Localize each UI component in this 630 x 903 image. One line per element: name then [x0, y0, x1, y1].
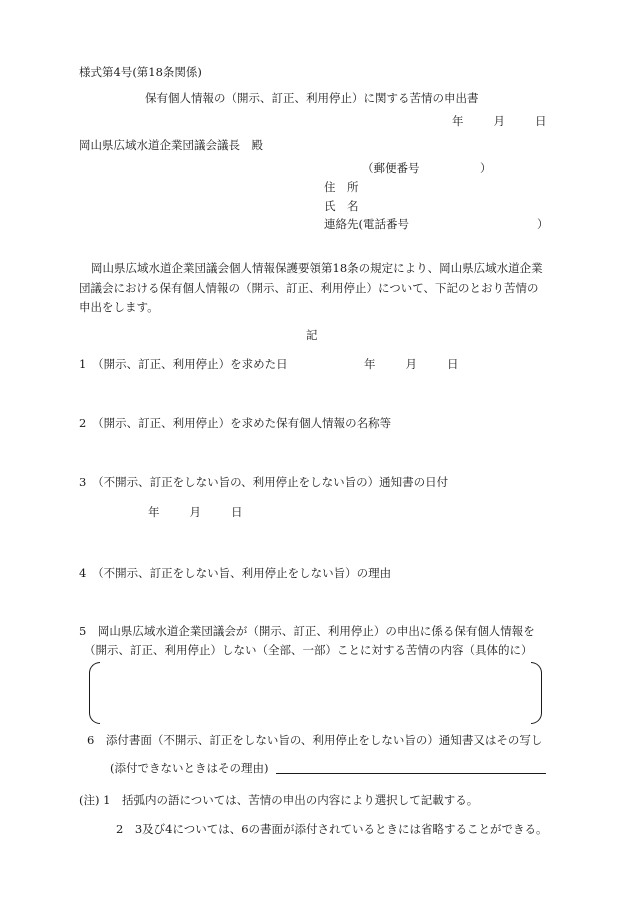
item1-date — [364, 359, 459, 371]
header-month-label: 月 — [493, 114, 505, 128]
document-title: 保有個人情報の（開示、訂正、利用停止）に関する苦情の申出書 — [145, 91, 479, 105]
item1-month-label: 月 — [405, 357, 417, 371]
complaint-bracket-left — [89, 662, 100, 724]
item3-date — [148, 507, 243, 519]
postal-code-label: （郵便番号 — [362, 161, 420, 175]
addressee: 岡山県広域水道企業団議会議長 殿 — [79, 138, 263, 152]
item2-label: 2 （開示、訂正、利用停止）を求めた保有個人情報の名称等 — [79, 416, 392, 430]
item5-line-1: 5 岡山県広域水道企業団議会が（開示、訂正、利用停止）の申出に係る保有個人情報を — [79, 624, 535, 638]
item3-label: 3 （不開示、訂正をしない旨の、利用停止をしない旨の）通知書の日付 — [79, 475, 449, 489]
postal-code-close: ） — [480, 161, 492, 175]
reason-underline — [276, 773, 546, 774]
header-date — [452, 116, 547, 128]
item3-month-label: 月 — [189, 505, 201, 519]
contact-label: 連絡先(電話番号 — [324, 217, 409, 231]
note-2: 2 3及び4については、6の書面が添付されているときには省略することができる。 — [116, 822, 548, 836]
ki-heading: 記 — [306, 328, 318, 342]
complaint-bracket-right — [531, 662, 542, 724]
body-line-1: 岡山県広域水道企業団議会個人情報保護要領第18条の規定により、岡山県広域水道企業 — [91, 261, 543, 275]
item1-day-label: 日 — [447, 357, 459, 371]
address-label: 住 所 — [324, 180, 359, 194]
body-line-3: 申出をします。 — [79, 300, 159, 314]
item3-year-label: 年 — [148, 505, 160, 519]
item1-label: 1 （開示、訂正、利用停止）を求めた日 — [79, 357, 288, 371]
contact-close: ） — [537, 217, 549, 231]
item5-line-2: （開示、訂正、利用停止）しない（全部、一部）ことに対する苦情の内容（具体的に） — [84, 643, 533, 657]
form-number: 様式第4号(第18条関係) — [79, 65, 202, 79]
item6-label: 6 添付書面（不開示、訂正をしない旨の、利用停止をしない旨の）通知書又はその写し — [87, 733, 543, 747]
header-day-label: 日 — [535, 114, 547, 128]
header-year-label: 年 — [452, 114, 464, 128]
note-1: (注) 1 括弧内の語については、苦情の申出の内容により選択して記載する。 — [79, 793, 479, 807]
item6-sub-label: (添付できないときはその理由) — [110, 761, 269, 775]
name-label: 氏 名 — [324, 199, 359, 213]
item1-year-label: 年 — [364, 357, 376, 371]
body-line-2: 団議会における保有個人情報の（開示、訂正、利用停止）について、下記のとおり苦情の — [79, 281, 539, 295]
item3-day-label: 日 — [231, 505, 243, 519]
item4-label: 4 （不開示、訂正をしない旨、利用停止をしない旨）の理由 — [79, 566, 392, 580]
